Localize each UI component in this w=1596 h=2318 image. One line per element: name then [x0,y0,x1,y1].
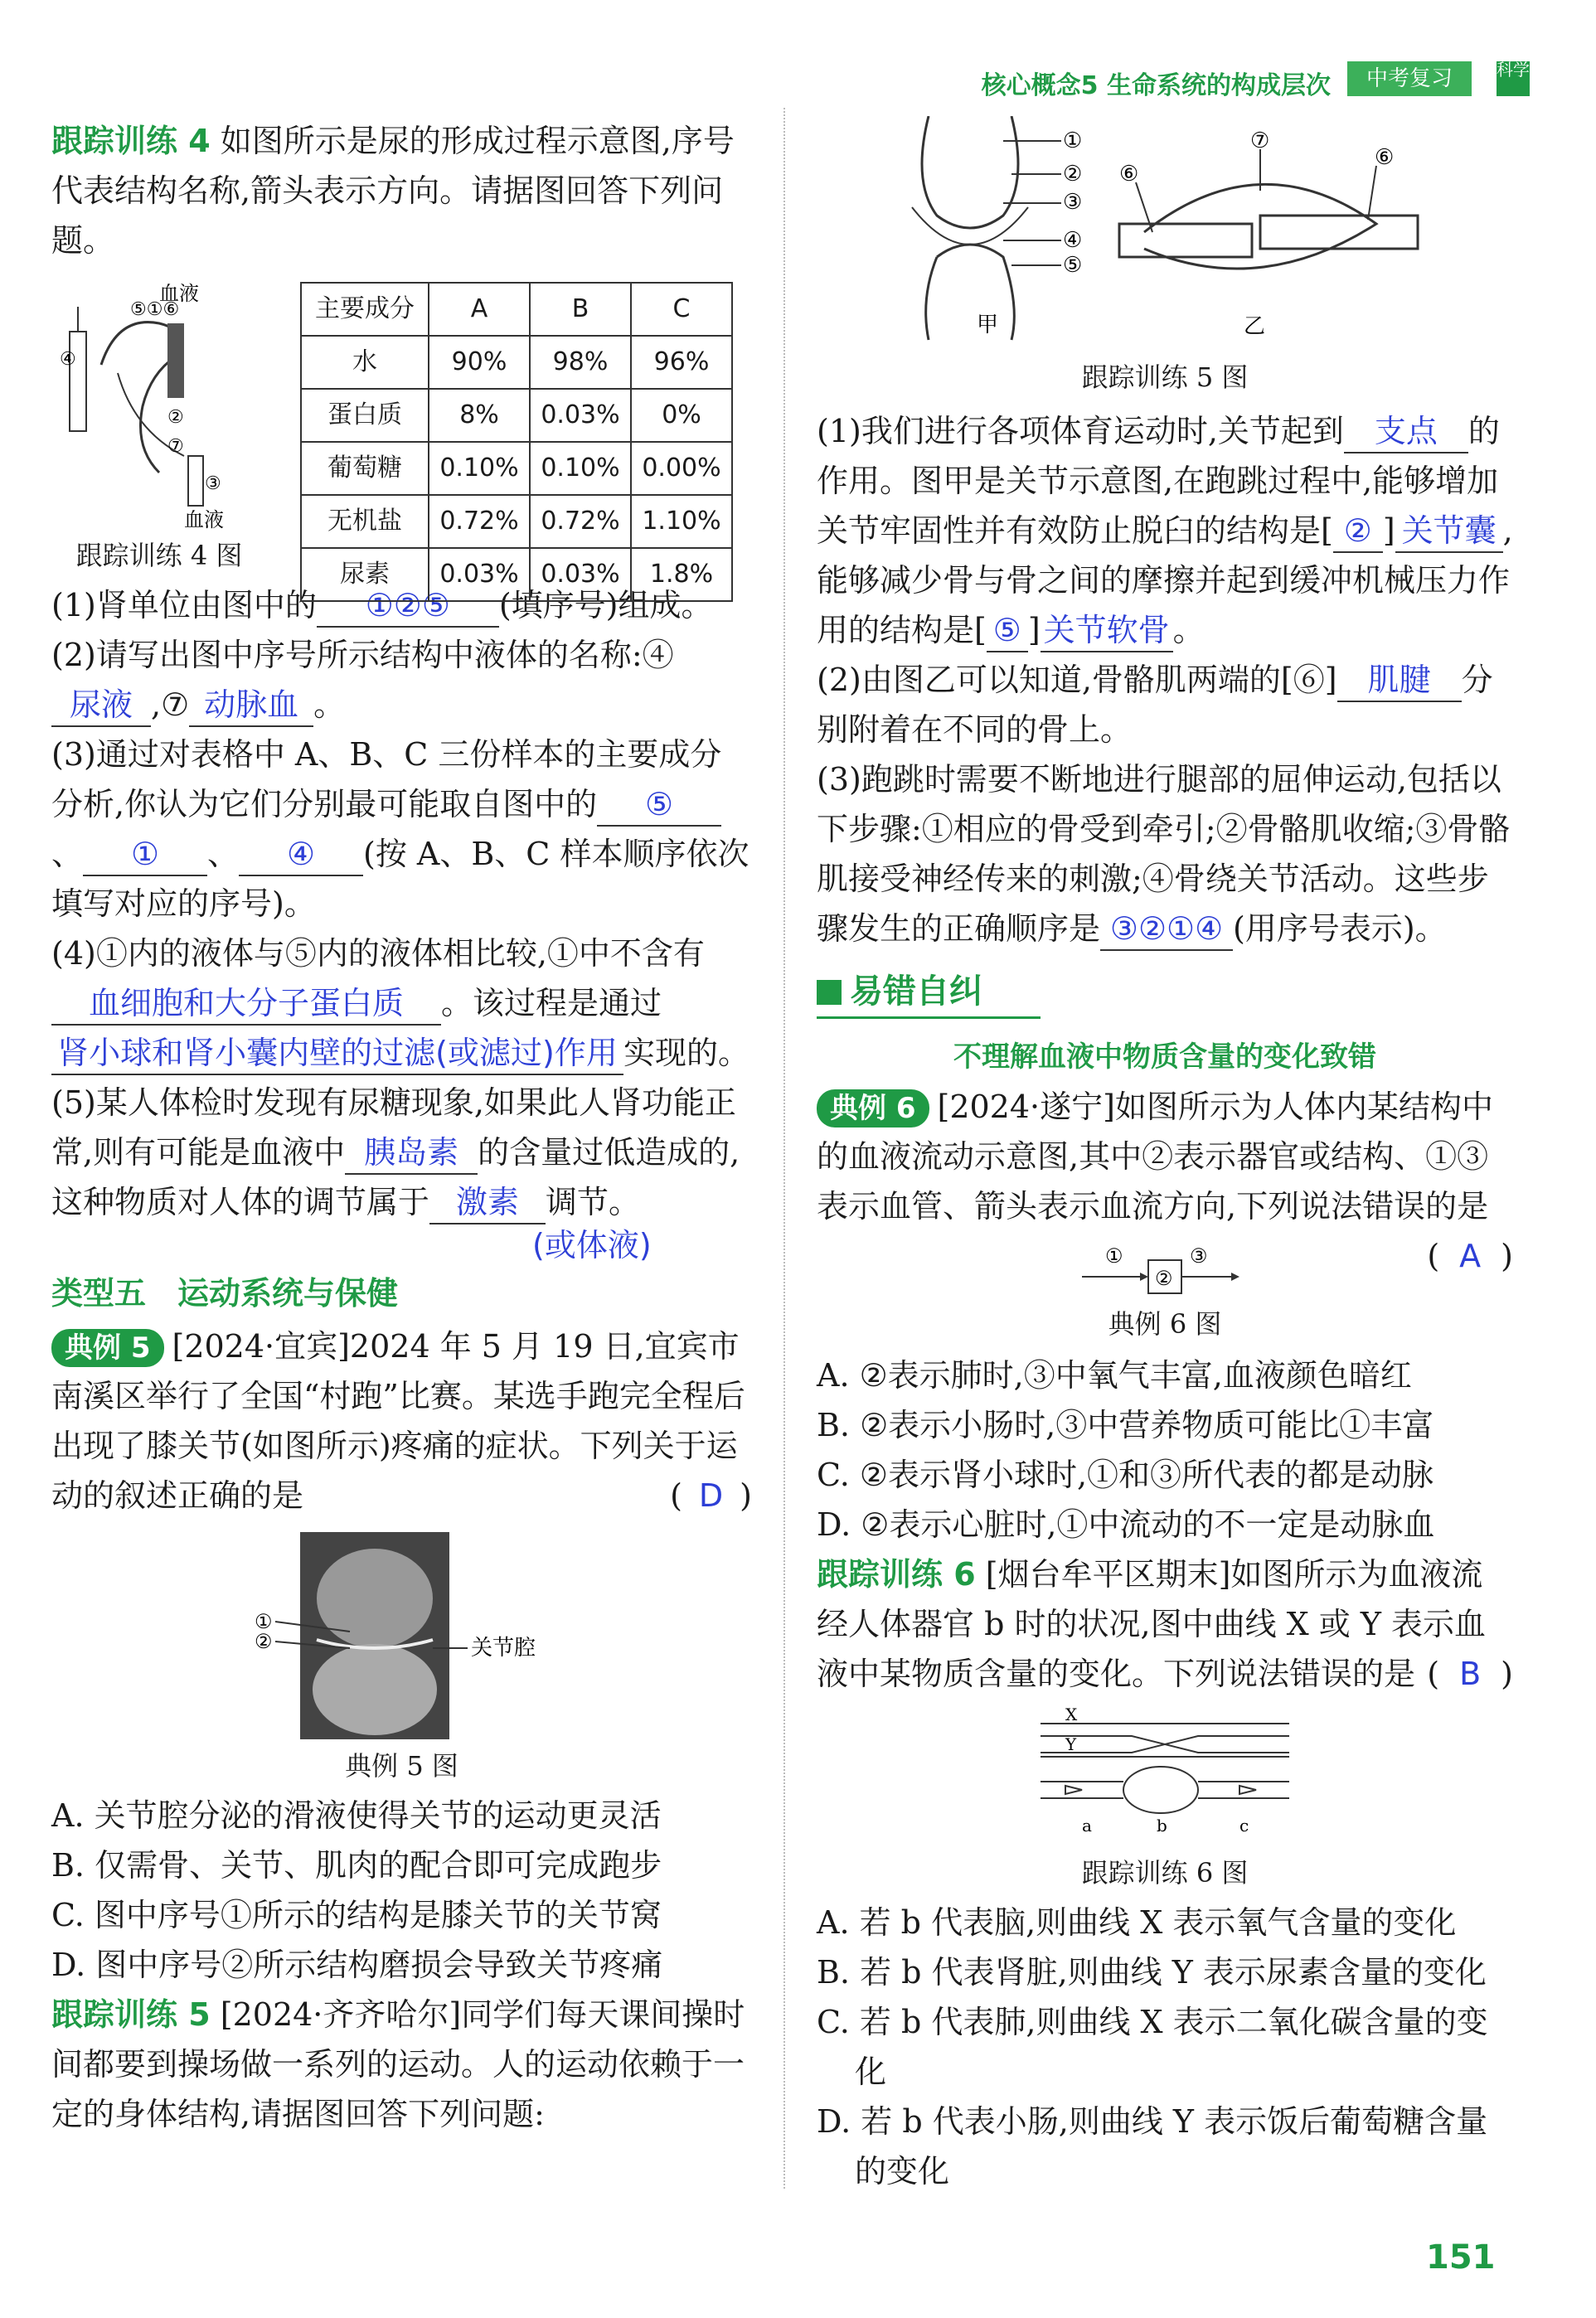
table-cell: 96% [631,336,732,389]
r-q1-answer-4: ⑤ [987,609,1028,652]
table-cell: 0.10% [429,442,530,495]
q4-answer-2: 肾小球和肾小囊内壁的过滤(或滤过)作用 [51,1032,623,1075]
q5 [51,1078,752,1227]
ex5-option-d: D. 图中序号②所示结构磨损会导致关节疼痛 [51,1947,663,1983]
q2-answer-1: 尿液 [51,684,151,727]
r-q3-text: (3)跑跳时需要不断地进行腿部的屈伸运动,包括以下步骤:①相应的骨受到牵引;②骨骼肌收缩;③骨骼肌接受神经传来的刺激;④骨绕关节活动。这些步骤发生的正确顺序是 [817,761,1511,947]
q2-text-end: 。 [313,686,346,723]
r-q1-answer-3: 关节囊 [1395,510,1503,553]
svg-text:Y: Y [1065,1734,1077,1754]
ex6-option-a: A. ②表示肺时,③中氧气丰富,血液颜色暗红 [817,1357,1412,1394]
table-cell: 水 [301,336,429,389]
r-q1-text: (1)我们进行各项体育运动时,关节起到 [817,413,1344,449]
knee-xray [250,1532,582,1756]
ex5-option-b: B. 仅需骨、关节、肌肉的配合即可完成跑步 [51,1847,662,1884]
table-cell: 0.03% [530,389,631,442]
section-heading [817,967,1513,1016]
svg-text:①: ① [1063,129,1083,153]
t6-caption: 跟踪训练 6 图 [1081,1857,1249,1889]
table-row [301,442,732,495]
table-cell: 8% [429,389,530,442]
page-number: 151 [1426,2238,1496,2277]
svg-text:c: c [1239,1816,1249,1835]
q3-answer-3: ④ [239,833,363,876]
svg-text:④: ④ [1063,228,1083,253]
ex6-option-b: B. ②表示小肠时,③中营养物质可能比①丰富 [817,1407,1434,1443]
svg-text:血液: 血液 [159,282,199,305]
svg-text:②: ② [255,1630,273,1653]
section-icon [817,980,842,1005]
t6-question [817,1549,1513,1699]
section-title: 易错自纠 [850,972,982,1011]
table-cell: 1.10% [631,495,732,548]
svg-text:①: ① [255,1610,273,1633]
table-cell: 0.00% [631,442,732,495]
svg-text:②: ② [167,407,184,428]
q5-text-mid: 的含量过低造成的,这种物质对人体的调节属于 [51,1134,740,1220]
q5-text: (5)某人体检时发现有尿糖现象,如果此人肾功能正常,则有可能是血液中 [51,1084,736,1171]
svg-text:⑥: ⑥ [1119,162,1139,187]
left-column [51,116,752,2139]
r-q3-answer: ③②①④ [1100,908,1233,951]
r-q2-answer: 肌腱 [1337,659,1462,702]
svg-text:①: ① [1105,1244,1123,1268]
ex6-caption: 典例 6 图 [1108,1308,1222,1340]
review-badge: 中考复习 [1347,61,1472,96]
ex6-answer-box: ( A ) [1427,1238,1513,1274]
ex6-option-c: C. ②表示肾小球时,①和③所代表的都是动脉 [817,1457,1434,1493]
t5-question [51,1990,752,2139]
svg-text:乙: 乙 [1244,314,1266,339]
r-q1-answer-2: ② [1333,510,1383,553]
t4-figure-row [51,282,752,589]
ex5-option-c: C. 图中序号①所示的结构是膝关节的关节窝 [51,1897,662,1933]
error-subtitle: 不理解血液中物质含量的变化致错 [953,1040,1376,1074]
q3-answer-1: ⑤ [597,783,721,827]
ex5-question [51,1321,752,1520]
svg-text:⑤①⑥: ⑤①⑥ [130,299,180,320]
svg-text:③: ③ [1063,190,1083,215]
q4-text-mid: 。该过程是通过 [441,985,662,1021]
table-header-row [301,283,732,336]
q1-answer: ①②⑤ [317,584,499,628]
table-cell: 98% [530,336,631,389]
r-q2-text: (2)由图乙可以知道,骨骼肌两端的[⑥] [817,662,1337,698]
t6-answer: B [1459,1656,1482,1692]
blood-flow-diagram [1032,1707,1298,1848]
svg-text:③: ③ [1190,1244,1208,1268]
q1-text-end: (填序号)组成。 [498,587,713,623]
q3-answer-2: ① [83,833,207,876]
svg-text:⑥: ⑥ [1375,145,1395,170]
r-q1-text-c: ] [1382,512,1395,549]
svg-text:③: ③ [205,473,221,494]
composition-table [300,282,733,602]
svg-text:⑦: ⑦ [167,436,184,457]
table-cell: 1.8% [631,548,732,601]
q5-text-end: 调节。 [546,1184,641,1220]
r-q3-text-end: (用序号表示)。 [1233,910,1447,947]
t4-question [51,116,752,265]
ex6-tag: 典例 6 [817,1089,929,1127]
table-row [301,548,732,601]
svg-text:关节腔: 关节腔 [471,1636,536,1661]
q4-answer-1: 血细胞和大分子蛋白质 [51,982,441,1026]
ex5-answer: D [698,1477,724,1514]
t4-label: 跟踪训练 4 [51,123,211,159]
r-q3 [817,754,1513,953]
table-cell: 蛋白质 [301,389,429,442]
r-q2 [817,655,1513,754]
table-cell: 尿素 [301,548,429,601]
q2-answer-2: 动脉血 [189,684,313,727]
table-cell: 0.03% [429,548,530,601]
table-header: B [530,283,631,336]
table-cell: 0.10% [530,442,631,495]
running-header: 核心概念5 生命系统的构成层次 [981,71,1331,100]
q3-sep: 、 [207,836,240,872]
q4-text: (4)①内的液体与⑤内的液体相比较,①中不含有 [51,935,705,972]
type5-title: 类型五 运动系统与保健 [51,1275,399,1312]
t6-option-c: C. 若 b 代表肺,则曲线 X 表示二氧化碳含量的变化 [817,2004,1488,2090]
svg-text:⑤: ⑤ [1063,253,1083,278]
table-header: A [429,283,530,336]
r-q2-text-end: 分别附着在不同的骨上。 [817,662,1493,748]
q3-text-end: (按 A、B、C 样本顺序依次填写对应的序号)。 [51,836,749,922]
table-cell: 90% [429,336,530,389]
q3-text: (3)通过对表格中 A、B、C 三份样本的主要成分分析,你认为它们分别最可能取自图中的 [51,736,722,822]
table-cell: 无机盐 [301,495,429,548]
t5-label: 跟踪训练 5 [51,1996,211,2033]
ex6-text: [2024·遂宁]如图所示为人体内某结构中的血液流动示意图,其中②表示器官或结构、①③表示血管、箭头表示血流方向,下列说法错误的是 [817,1089,1493,1224]
t6-answer-box: ( B ) [1427,1656,1513,1692]
svg-text:血液: 血液 [184,508,224,531]
table-row [301,336,732,389]
t6-option-d: D. 若 b 代表小肠,则曲线 Y 表示饭后葡萄糖含量的变化 [817,2103,1488,2189]
q4 [51,929,752,1078]
q1-text: (1)肾单位由图中的 [51,587,317,623]
ex6-option-d: D. ②表示心脏时,①中流动的不一定是动脉血 [817,1506,1435,1543]
ex5-option-a: A. 关节腔分泌的滑液使得关节的运动更灵活 [51,1797,662,1834]
ex6-answer: A [1459,1238,1482,1274]
svg-text:b: b [1157,1816,1167,1835]
q2-text-mid: ,⑦ [151,686,190,723]
svg-text:④: ④ [60,349,76,370]
svg-text:X: X [1065,1707,1078,1724]
svg-text:a: a [1082,1816,1092,1835]
r-q1-text-f: 。 [1172,612,1205,648]
r-q1-text-d: ,能够减少骨与骨之间的摩擦并起到缓冲机械压力作用的结构是[ [817,512,1513,648]
q5-answer-1: 胰岛素 [345,1132,478,1175]
t6-option-a: A. 若 b 代表脑,则曲线 X 表示氧气含量的变化 [817,1904,1457,1941]
t5-text: [2024·齐齐哈尔]同学们每天课间操时间都要到操场做一系列的运动。人的运动依赖于一定的身体结构,请据图回答下列问题: [51,1996,745,2132]
svg-text:⑦: ⑦ [1250,129,1270,153]
ex5-answer-box: ( D ) [670,1477,752,1514]
table-cell: 0.72% [530,495,631,548]
kidney-diagram [51,282,267,531]
q2 [51,630,752,730]
ex6-figure [817,1239,1513,1339]
table-header: C [631,283,732,336]
table-cell: 0.72% [429,495,530,548]
q3-sep: 、 [51,836,84,872]
ex5-tag: 典例 5 [51,1329,164,1367]
flow-diagram [1082,1239,1248,1306]
table-header: 主要成分 [301,283,429,336]
t5-caption: 跟踪训练 5 图 [1081,361,1249,393]
t6-label: 跟踪训练 6 [817,1556,976,1593]
header-badge: 科学 [1497,61,1530,96]
r-q1-text-b: 的作用。图甲是关节示意图,在跑跳过程中,能够增加关节牢固性并有效防止脱臼的结构是[ [817,413,1500,549]
svg-text:②: ② [1155,1267,1173,1290]
ex5-figure [51,1532,752,1781]
right-column [817,406,1513,2196]
table-cell: 0.03% [530,548,631,601]
q5-answer-alt: (或体液) [532,1227,652,1263]
svg-text:甲: 甲 [977,313,999,337]
t6-figure [817,1707,1513,1889]
column-divider [783,108,785,2189]
ex5-caption: 典例 5 图 [345,1750,458,1782]
t4-caption: 跟踪训练 4 图 [75,540,243,571]
r-q1-answer-1: 支点 [1344,410,1468,453]
joint-diagram [879,116,1509,390]
r-q1 [817,406,1513,655]
t4-intro: 如图所示是尿的形成过程示意图,序号代表结构名称,箭头表示方向。请据图回答下列问题。 [51,123,735,259]
table-cell: 0% [631,389,732,442]
q3 [51,730,752,929]
r-q1-answer-5: 关节软骨 [1041,609,1173,652]
t6-option-b: B. 若 b 代表肾脏,则曲线 Y 表示尿素含量的变化 [817,1954,1487,1991]
section-rule [817,1016,1041,1019]
table-row [301,495,732,548]
q5-alt-answer [51,1227,752,1263]
table-row [301,389,732,442]
ex6-question [817,1082,1513,1274]
r-q1-text-e: ] [1027,612,1041,648]
q2-text: (2)请写出图中序号所示结构中液体的名称:④ [51,637,674,673]
t6-text: [烟台牟平区期末]如图所示为血液流经人体器官 b 时的状况,图中曲线 X 或 Y 表示血液中某物质含量的变化。下列说法错误的是 [817,1556,1487,1692]
ex5-text: [2024·宜宾]2024 年 5 月 19 日,宜宾市南溪区举行了全国“村跑”比赛。某选手跑完全程后出现了膝关节(如图所示)疼痛的症状。下列关于运动的叙述正确的是 [51,1328,745,1514]
table-cell: 葡萄糖 [301,442,429,495]
q5-answer-2: 激素 [429,1181,546,1224]
q4-text-end: 实现的。 [623,1035,750,1071]
svg-text:②: ② [1063,162,1083,187]
